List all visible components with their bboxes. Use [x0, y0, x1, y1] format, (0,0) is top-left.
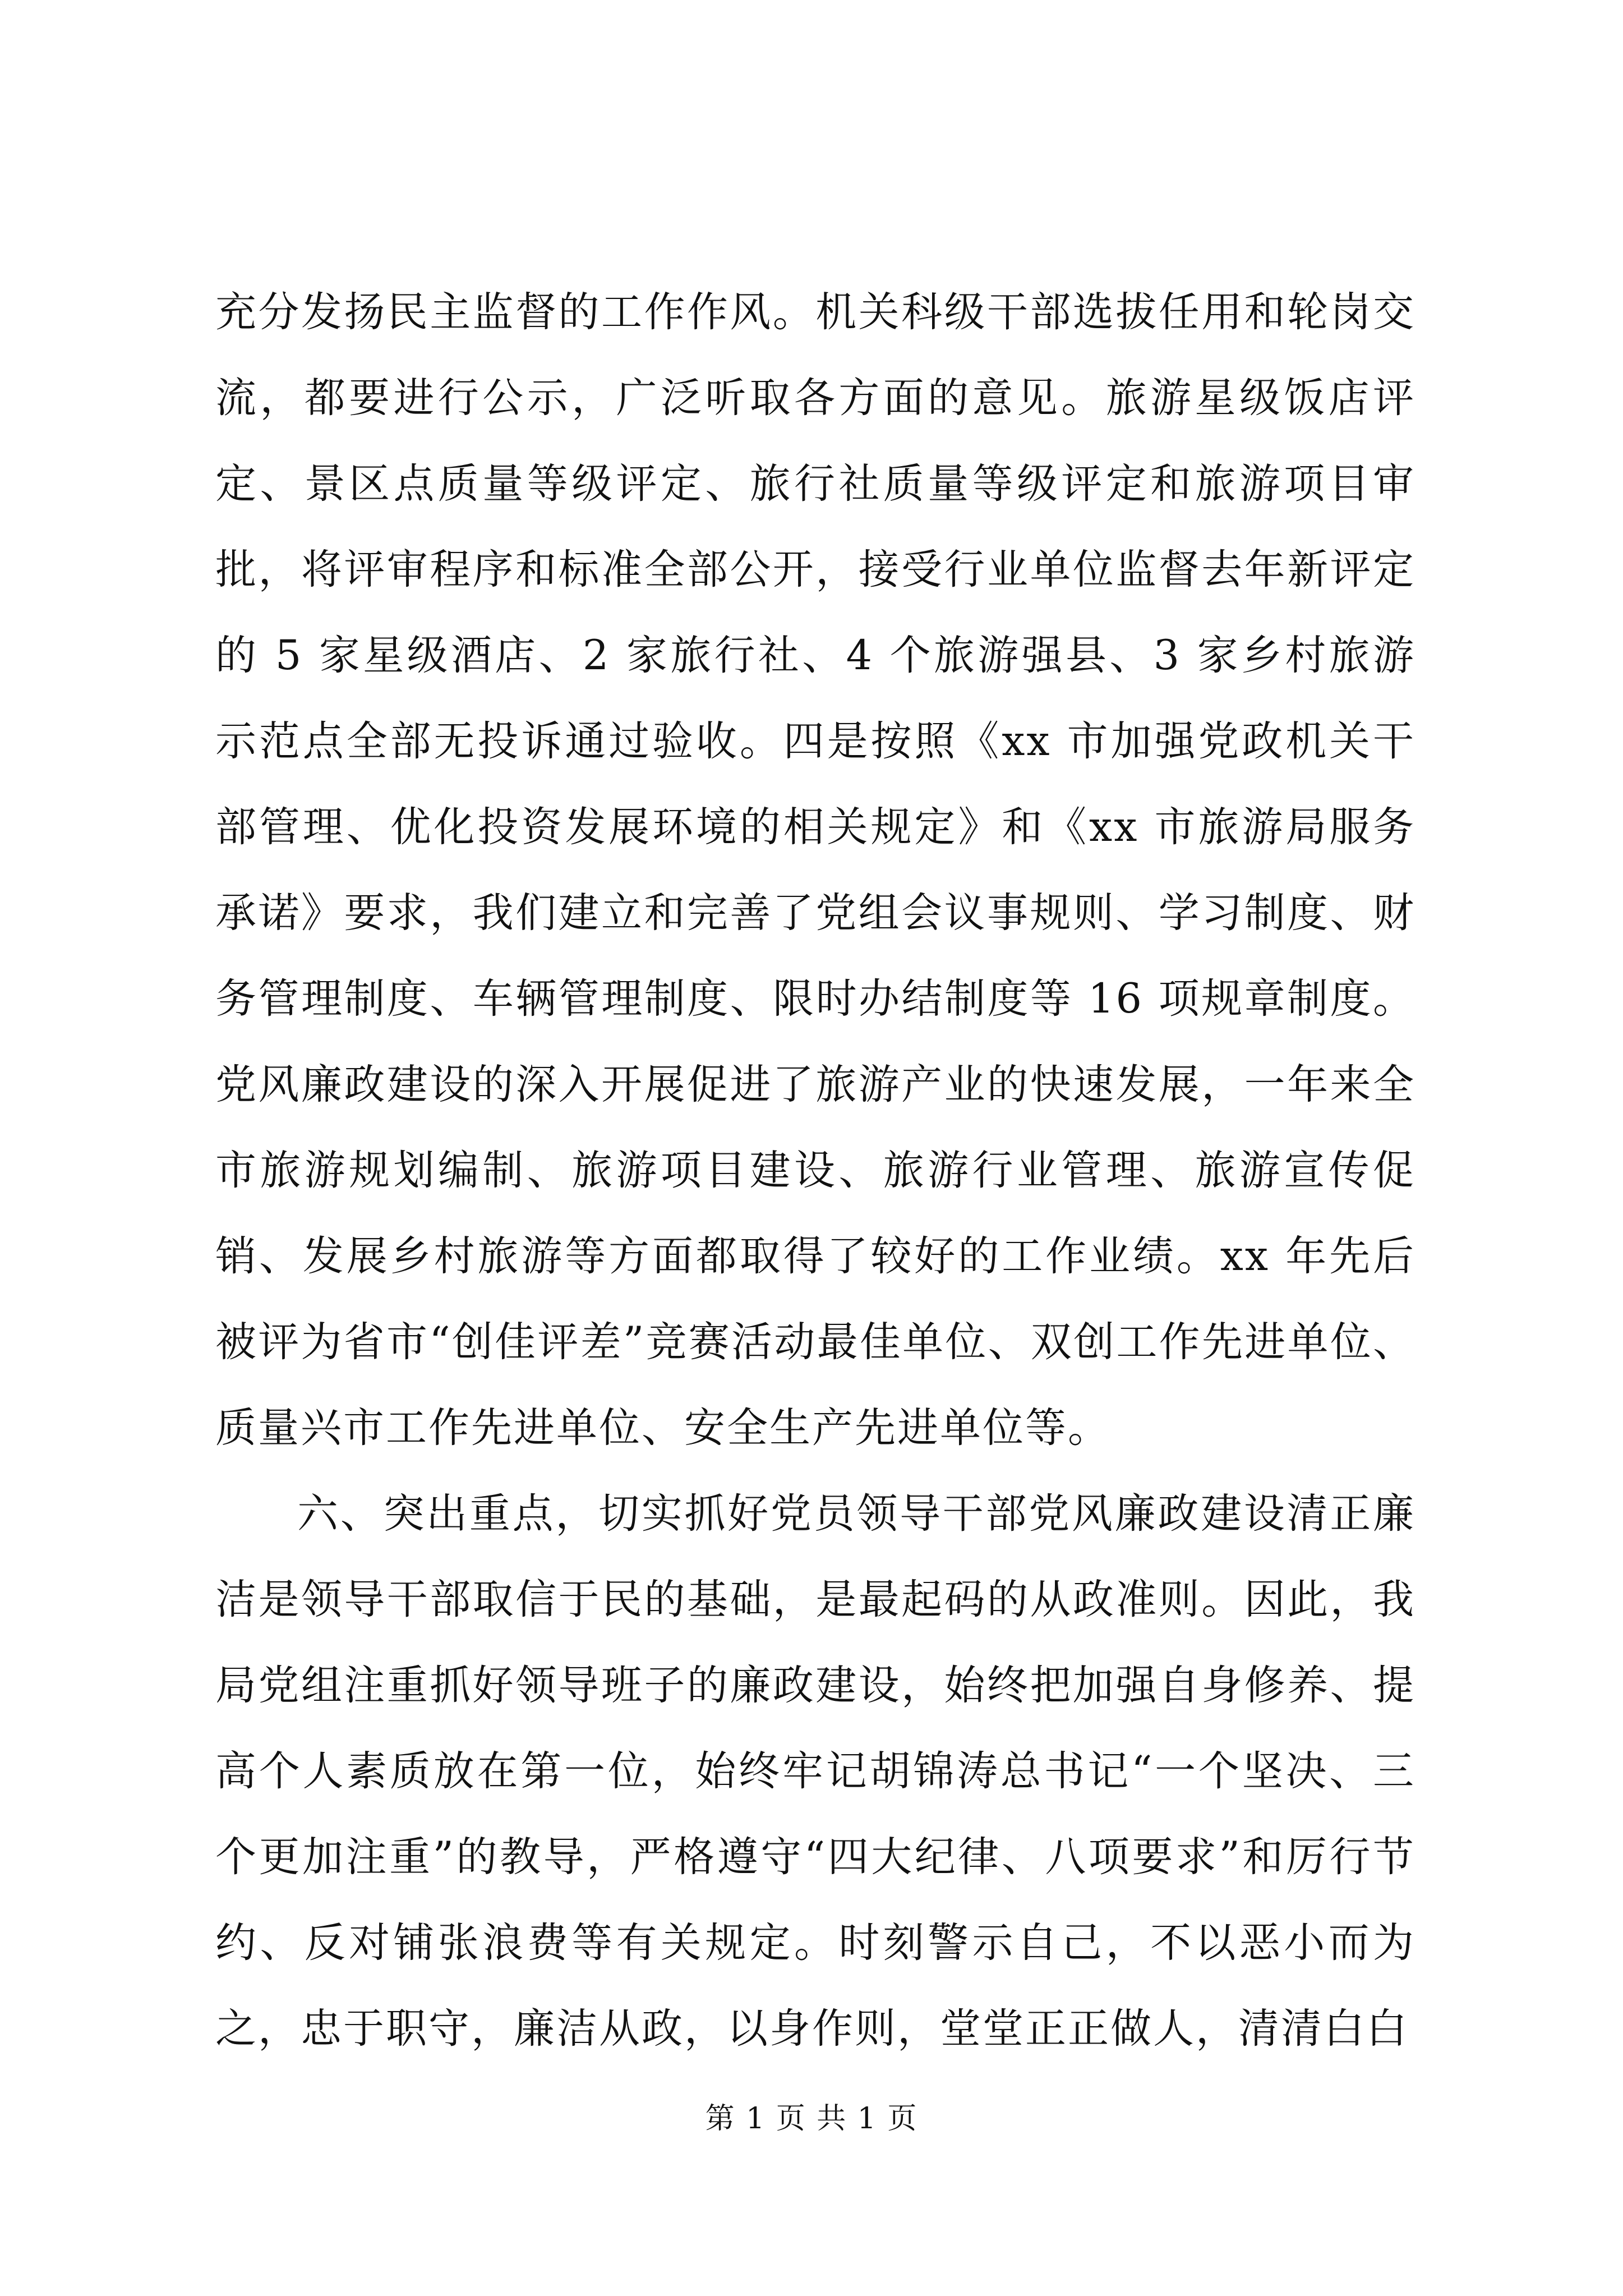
page-footer: 第 1 页 共 1 页 — [705, 2102, 918, 2136]
document-body — [215, 269, 1415, 2072]
paragraph-1: 充分发扬民主监督的工作作风。机关科级干部选拔任用和轮岗交流，都要进行公示，广泛听取各方面的意见。旅游星级饭店评定、景区点质量等级评定、旅行社质量等级评定和旅游项目审批，将评审程序和标准全部公开，接受行业单位监督去年新评定的 5 家星级酒店、2 家旅行社、4 个旅游强县、3 家乡村旅游示范点全部无投诉通过验收。四是按照《xx 市加强党政机关干部管理、优化投资发展环境的相关规定》和《xx 市旅游局服务承诺》要求，我们建立和完善了党组会议事规则、学习制度、财务管理制度、车辆管理制度、限时办结制度等 16 项规章制度。党风廉政建设的深入开展促进了旅游产业的快速发展，一年来全市旅游规划编制、旅游项目建设、旅游行业管理、旅游宣传促销、发展乡村旅游等方面都取得了较好的工作业绩。xx 年先后被评为省市“创佳评差”竞赛活动最佳单位、双创工作先进单位、质量兴市工作先进单位、安全生产先进单位等。 — [215, 288, 1415, 1452]
paragraph-2: 六、突出重点，切实抓好党员领导干部党风廉政建设清正廉洁是领导干部取信于民的基础，是最起码的从政准则。因此，我局党组注重抓好领导班子的廉政建设，始终把加强自身修养、提高个人素质放在第一位，始终牢记胡锦涛总书记“一个坚决、三个更加注重”的教导，严格遵守“四大纪律、八项要求”和厉行节约、反对铺张浪费等有关规定。时刻警示自己，不以恶小而为之，忠于职守，廉洁从政，以身作则，堂堂正正做人，清清白白 — [215, 1490, 1415, 2053]
